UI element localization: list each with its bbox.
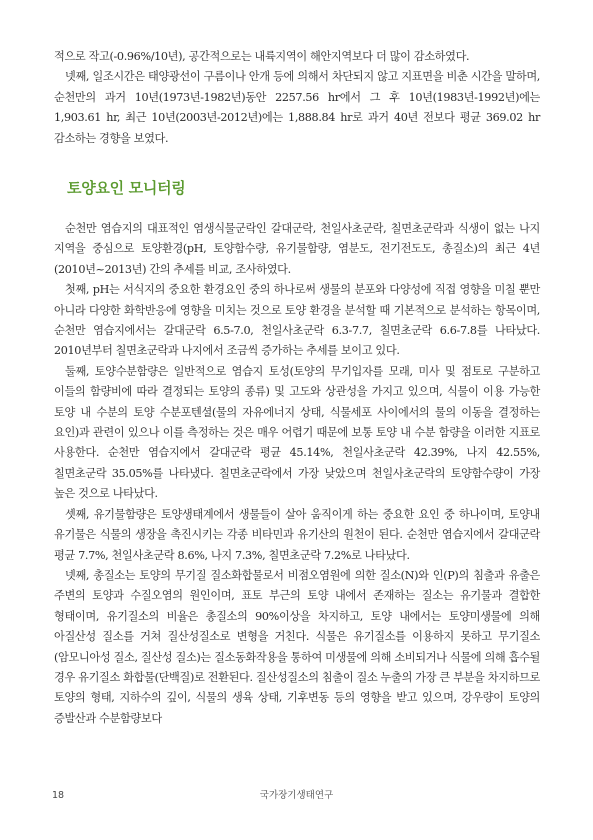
page-number: 18 bbox=[52, 790, 65, 801]
paragraph-organic-matter: 셋째, 유기물함량은 토양생태계에서 생물들이 살아 움직이게 하는 중요한 요인 중 하나이며, 토양내 유기물은 식물의 생장을 촉진시키는 각종 비타민과 유기산의 원천이 된다. 순천만 염습지에서 갈대군락 평균 7.7%, 천일사초군락 8.6%, 나지 7.3%, 칠면초군락 7.2%로 나타났다. bbox=[54, 507, 540, 562]
section-body bbox=[54, 219, 540, 729]
paragraph-soil-moisture: 둘째, 토양수분함량은 일반적으로 염습지 토성(토양의 무기입자를 모래, 미사 및 점토로 구분하고 이들의 함량비에 따라 결정되는 토양의 종류) 및 고도와 상관성을 가지고 있으며, 식물이 이용 가능한 토양 내 수분의 토양 수분포텐셜(물의 자유에너지 상태, 식물세포 사이에서의 물의 이동을 결정하는 요인)과 관련이 있으나 이를 측정하는 것은 매우 어렵기 때문에 보통 토양 내 수분 함량을 이러한 지표로 사용한다. 순천만 염습지에서 갈대군락 평균 45.14%, 천일사초군락 42.39%, 나지 42.55%, 칠면초군락 35.05%를 나타냈다. 칠면초군락에서 가장 낮았으며 천일사초군락의 토양함수량이 가장 높은 것으로 나타났다. bbox=[54, 364, 540, 501]
paragraph-continued: 적으로 작고(-0.96%/10년), 공간적으로는 내륙지역이 해안지역보다 더 많이 감소하였다. bbox=[54, 50, 470, 63]
paragraph-ph: 첫째, pH는 서식지의 중요한 환경요인 중의 하나로써 생물의 분포와 다양성에 직접 영향을 미칠 뿐만 아니라 다양한 화학반응에 영향을 미치는 것으로 토양 환경을 분석할 때 기본적으로 분석하는 항목이며, 순천만 염습지에서는 갈대군락 6.5-7.0, 천일사초군락 6.3-7.7, 칠면초군락 6.6-7.8를 나타났다. 2010년부터 칠면초군락과 나지에서 조금씩 증가하는 추세를 보이고 있다. bbox=[54, 283, 540, 358]
paragraph-intro: 순천만 염습지의 대표적인 염생식물군락인 갈대군락, 천일사초군락, 칠면초군락과 식생이 없는 나지 지역을 중심으로 토양환경(pH, 토양함수량, 유기물함량, 염분도, 전기전도도, 총질소)의 최근 4년(2010년~2013년) 간의 추세를 비교, 조사하였다. bbox=[54, 222, 540, 276]
paragraph-sunshine: 넷째, 일조시간은 태양광선이 구름이나 안개 등에 의해서 차단되지 않고 지표면을 비춘 시간을 말하며, 순천만의 과거 10년(1973년-1982년)동안 2257.56 hr에서 그 후 10년(1983년-1992년)에는 1,903.61 hr, 최근 10년(2003년-2012년)에는 1,888.84 hr로 과거 40년 전보다 평균 369.02 hr 감소하는 경향을 보였다. bbox=[54, 70, 540, 145]
paragraph-total-nitrogen: 넷째, 총질소는 토양의 무기질 질소화합물로서 비점오염원에 의한 질소(N)와 인(P)의 침출과 유출은 주변의 토양과 수질오염의 원인이며, 표토 부근의 토양 내에서 존재하는 질소는 유기물과 결합한 형태이며, 유기질소의 비율은 총질소의 90%이상을 차지하고, 토양 내에서는 토양미생물에 의해 아질산성 질소를 거쳐 질산성질소로 변형을 거친다. 식물은 유기질소를 이용하지 못하고 무기질소(암모니아성 질소, 질산성 질소)는 질소동화작용을 통하여 미생물에 의해 소비되거나 식물에 의해 흡수될 경우 유기질소 화합물(단백질)로 전환된다. 질산성질소의 침출이 질소 누출의 가장 큰 부분을 차지하므로 토양의 형태, 지하수의 깊이, 식물의 생육 상태, 기후변동 등의 영향을 받고 있으며, 강우량이 토양의 증발산과 수분함량보다 bbox=[54, 568, 540, 725]
publication-title: 국가장기생태연구 bbox=[259, 790, 334, 801]
section-heading: 토양요인 모니터링 bbox=[67, 179, 186, 197]
top-text-block bbox=[54, 47, 540, 149]
